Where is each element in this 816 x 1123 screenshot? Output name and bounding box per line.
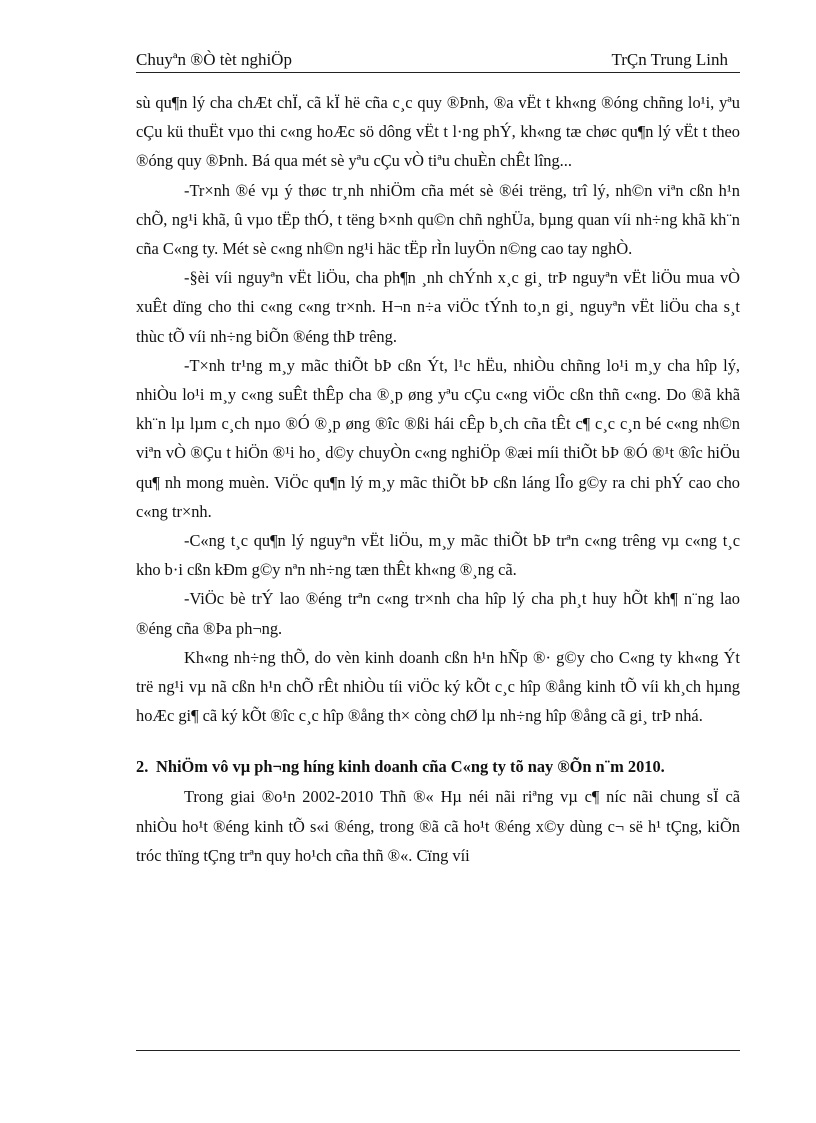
section-title: NhiÖm vô vµ ph¬ng híng kinh doanh cña C«ng ty tõ nay ®Õn n¨m 2010. <box>156 757 665 777</box>
paragraph-machinery: -T×nh tr¹ng m¸y mãc thiÕt bÞ cßn Ýt, l¹c hËu, nhiÒu chñng lo¹i m¸y cha hîp lý, nhiÒu lo¹i m¸y c«ng suÊt thÊp cha ®¸p øng yªu cÇu c«ng viÖc cßn thñ c«ng. Do ®ã khã kh¨n lµ lµm c¸ch nµo ®Ó ®¸p øng ®îc ®ßi hái cÊp b¸ch cña tÊt c¶ c¸c c¸n bé c«ng nh©n viªn vÒ ®Çu t hiÖn ®¹i ho¸ d©y chuyÒn c«ng nghiÖp ®æi míi thiÕt bÞ ®Ó ®¹t ®îc hiÖu qu¶ nh mong muèn. ViÖc qu¶n lý m¸y mãc thiÕt bÞ cßn láng lÎo g©y ra chi phÝ cao cho c«ng tr×nh. <box>136 355 740 521</box>
paragraph-continuation: sù qu¶n lý cha chÆt chÏ, cã kÏ hë cña c¸c quy ®Þnh, ®a vËt t kh«ng ®óng chñng lo¹i, yªu cÇu kü thuËt vµo thi c«ng hoÆc sö dông vËt t l·ng phÝ, kh«ng tæ chøc qu¶n lý vËt t theo ®óng quy ®Þnh. Bá qua mét sè yªu cÇu vÒ tiªu chuÈn chÊt lîng... <box>136 93 740 171</box>
paragraph-labor: -ViÖc bè trÝ lao ®éng trªn c«ng tr×nh cha hîp lý cha ph¸t huy hÕt kh¶ n¨ng lao ®éng cña ®Þa ph¬ng. <box>136 589 740 638</box>
paragraph-warehouse: -C«ng t¸c qu¶n lý nguyªn vËt liÖu, m¸y mãc thiÕt bÞ trªn c«ng trêng vµ c«ng t¸c kho b·i cßn kÐm g©y nªn nh÷ng tæn thÊt kh«ng ®¸ng cã. <box>136 531 740 580</box>
page-body <box>136 88 740 870</box>
paragraph-closing: Trong giai ®o¹n 2002-2010 Thñ ®« Hµ néi nãi riªng vµ c¶ níc nãi chung sÏ cã nhiÒu ho¹t ®éng kinh tÕ s«i ®éng, trong ®ã cã ho¹t ®éng x©y dùng c¬ së h¹ tÇng, kiÕn tróc thïng tÇng trªn quy ho¹ch cña thñ ®«. Cïng víi <box>136 787 740 865</box>
header-author-name: TrÇn Trung Linh <box>611 50 728 69</box>
paragraph-capital: Kh«ng nh÷ng thÕ, do vèn kinh doanh cßn h¹n hÑp ®· g©y cho C«ng ty kh«ng Ýt trë ng¹i vµ nã cßn h¹n chÕ rÊt nhiÒu tíi viÖc ký kÕt c¸c hîp ®ång kinh tÕ víi kh¸ch hµng hoÆc gi¶ cã ký kÕt ®îc c¸c hîp ®ång th× còng chØ lµ nh÷ng hîp ®ång cã gi¸ trÞ nhá. <box>136 647 740 726</box>
paragraph-materials: -§èi víi nguyªn vËt liÖu, cha ph¶n ¸nh chÝnh x¸c gi¸ trÞ nguyªn vËt liÖu mua vÒ xuÊt dïng cho thi c«ng c«ng tr×nh. H¬n n÷a viÖc tÝnh to¸n gi¸ nguyªn vËt liÖu cha s¸t thùc tÕ víi nh÷ng biÕn ®éng thÞ trêng. <box>136 268 740 346</box>
page-header <box>136 46 740 73</box>
section-heading <box>136 756 740 778</box>
paragraph-staff-awareness: -Tr×nh ®é vµ ý thøc tr¸nh nhiÖm cña mét sè ®éi trëng, trî lý, nh©n viªn cßn h¹n chÕ, ng¹i khã, û vµo tËp thÓ, t tëng b×nh qu©n chñ nghÜa, bµng quan víi nh÷ng khã kh¨n cña C«ng ty. Mét sè c«ng nh©n ng¹i häc tËp rÌn luyÖn n©ng cao tay nghÒ. <box>136 180 740 259</box>
section-number: 2. <box>136 757 149 777</box>
header-document-title: Chuyªn ®Ò tèt nghiÖp <box>136 50 292 69</box>
footer-rule <box>136 1050 740 1051</box>
